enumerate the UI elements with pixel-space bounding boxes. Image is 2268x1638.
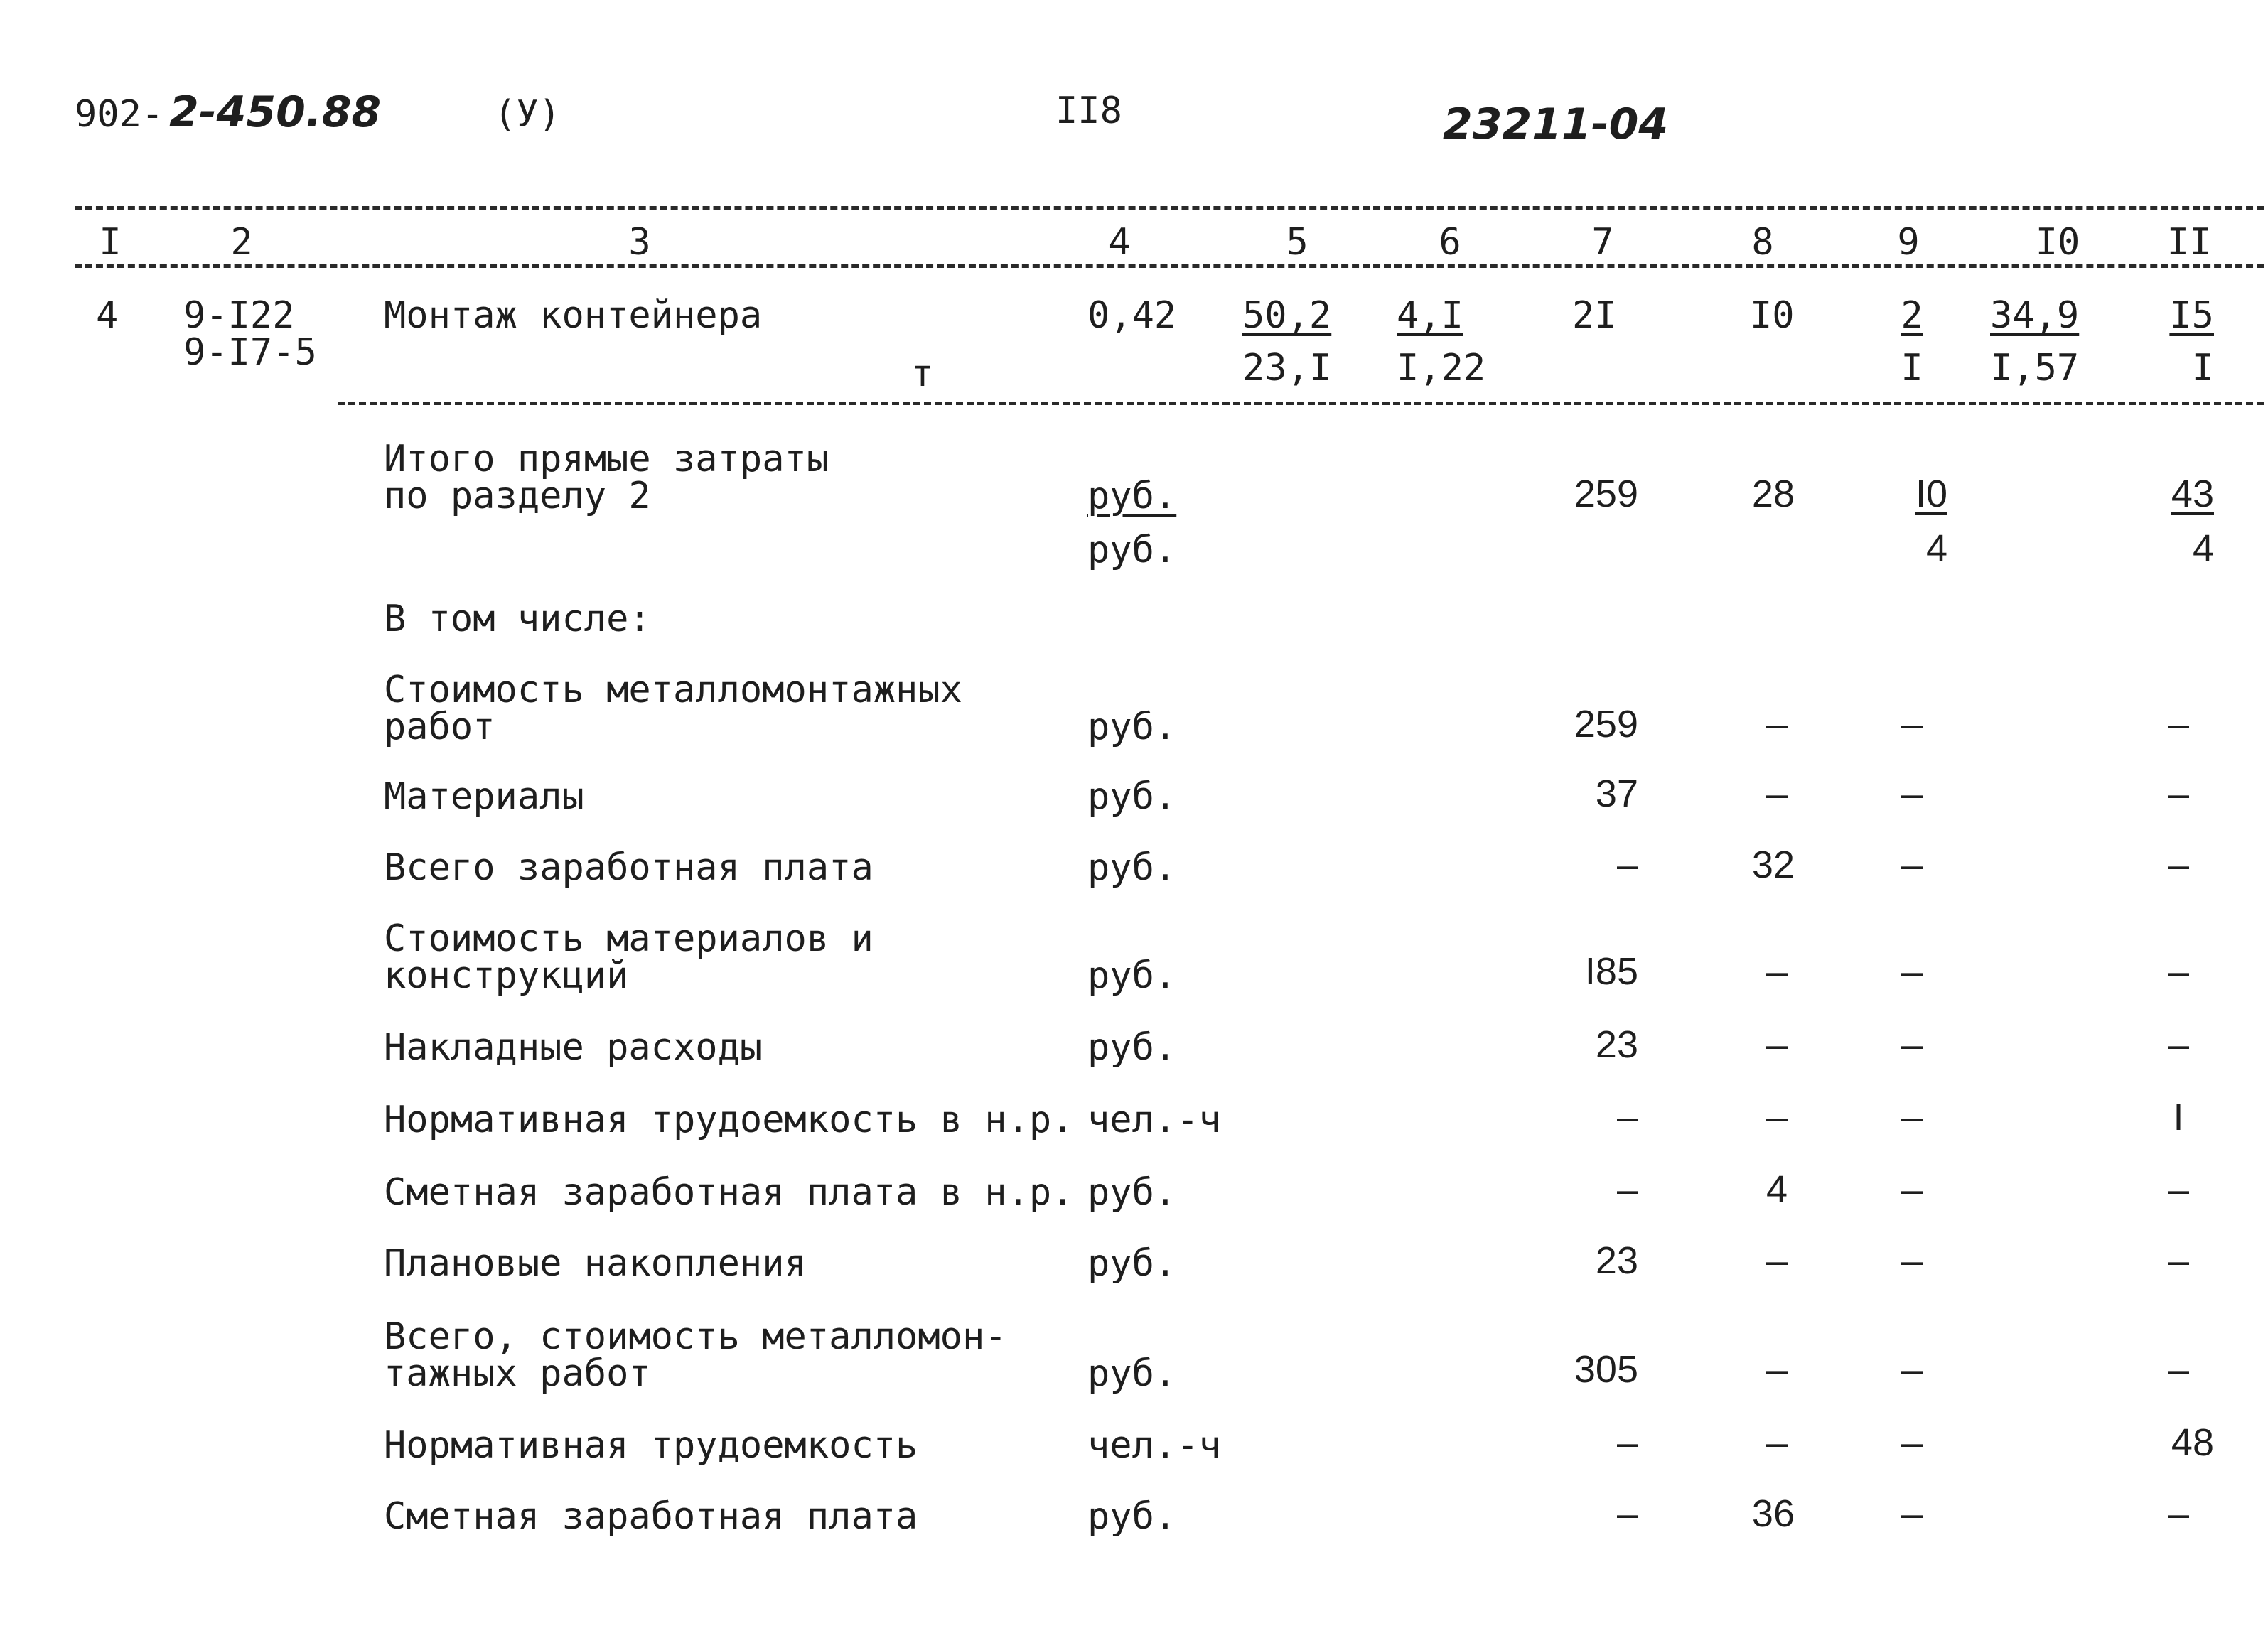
summary-c9: –	[1901, 703, 1923, 745]
summary-c7: 23	[1595, 1023, 1638, 1066]
summary-label-line1: Нормативная трудоемкость в н.р.	[384, 1099, 1074, 1141]
item-c11-top: I5	[2169, 294, 2214, 337]
summary-c9: –	[1901, 1421, 1923, 1464]
summary-unit: руб.	[1087, 1171, 1177, 1214]
summary-c7: –	[1616, 1492, 1639, 1535]
col-8: 8	[1751, 221, 1774, 264]
summary-c8: –	[1766, 1239, 1788, 1282]
summary-c8: –	[1766, 703, 1788, 745]
totals-c7: 259	[1574, 473, 1638, 515]
totals-c8: 28	[1751, 473, 1795, 515]
summary-c11: –	[2167, 844, 2190, 886]
totals-c9-top: I0	[1915, 473, 1947, 515]
summary-c7: 37	[1595, 772, 1638, 815]
summary-unit: чел.-ч	[1087, 1099, 1221, 1141]
col-4: 4	[1108, 221, 1131, 264]
col-9: 9	[1897, 221, 1920, 264]
summary-c11: –	[2167, 772, 2190, 815]
col-11: II	[2166, 221, 2212, 264]
totals-c11-bottom: 4	[2192, 527, 2214, 570]
summary-label-line1: Накладные расходы	[384, 1026, 763, 1069]
summary-c9: –	[1901, 1096, 1923, 1138]
summary-c7: –	[1616, 844, 1639, 886]
summary-c9: –	[1901, 1239, 1923, 1282]
summary-c9: –	[1901, 772, 1923, 815]
summary-c8: –	[1766, 1096, 1788, 1138]
totals-label-line2: по разделу 2	[384, 475, 651, 517]
header-top-rule	[75, 206, 2264, 210]
item-code-2: 9-I7-5	[183, 331, 317, 374]
item-c5-top: 50,2	[1242, 294, 1332, 337]
doc-mark: (У)	[494, 93, 561, 136]
col-6: 6	[1439, 221, 1461, 264]
summary-c8: 36	[1751, 1492, 1795, 1535]
summary-c9: –	[1901, 844, 1923, 886]
summary-c11: –	[2167, 703, 2190, 745]
item-c11-bottom: I	[2191, 347, 2214, 389]
summary-c7: –	[1616, 1421, 1639, 1464]
including-label: В том числе:	[384, 598, 651, 640]
summary-unit: руб.	[1087, 1026, 1177, 1069]
summary-c11: –	[2167, 1492, 2190, 1535]
page-number: II8	[1055, 90, 1122, 132]
summary-unit: чел.-ч	[1087, 1424, 1221, 1467]
item-c8: I0	[1750, 294, 1795, 337]
summary-unit: руб.	[1087, 1242, 1177, 1285]
summary-label-line1: Сметная заработная плата	[384, 1495, 918, 1538]
summary-c8: –	[1766, 950, 1788, 993]
totals-c11-top: 43	[2171, 473, 2214, 515]
col-2: 2	[230, 221, 253, 264]
col-10: I0	[2035, 221, 2080, 264]
summary-c7: 23	[1595, 1239, 1638, 1282]
item-name: Монтаж контейнера	[384, 294, 763, 337]
summary-c7: 305	[1574, 1348, 1638, 1391]
summary-c11: –	[2167, 1239, 2190, 1282]
doc-code-handwritten: 2-450.88	[169, 87, 382, 137]
summary-c7: –	[1616, 1096, 1639, 1138]
summary-unit: руб.	[1087, 706, 1177, 748]
summary-label-line1: Плановые накопления	[384, 1242, 807, 1285]
summary-c7: 259	[1574, 703, 1638, 745]
summary-unit: руб.	[1087, 846, 1177, 889]
item-code-1: 9-I22	[183, 294, 295, 337]
summary-c7: I85	[1584, 950, 1638, 993]
col-7: 7	[1591, 221, 1614, 264]
doc-code-prefix: 902-	[75, 93, 164, 136]
summary-c11: –	[2167, 950, 2190, 993]
album-code: 23211-04	[1443, 99, 1669, 149]
summary-label-line2: работ	[384, 706, 495, 748]
col-5: 5	[1286, 221, 1308, 264]
summary-unit: руб.	[1087, 1352, 1177, 1395]
summary-c11: –	[2167, 1348, 2190, 1391]
summary-c8: –	[1766, 1023, 1788, 1066]
summary-label-line2: конструкций	[384, 954, 629, 997]
col-3: 3	[628, 221, 651, 264]
summary-label-line1: Нормативная трудоемкость	[384, 1424, 918, 1467]
summary-c9: –	[1901, 1492, 1923, 1535]
item-bottom-rule	[338, 402, 2264, 405]
totals-c9-bottom: 4	[1925, 527, 1947, 570]
summary-unit: руб.	[1087, 775, 1177, 818]
col-1: I	[99, 221, 122, 264]
item-number: 4	[96, 294, 119, 337]
item-c6-top: 4,I	[1397, 294, 1463, 337]
item-c9-bottom: I	[1901, 347, 1923, 389]
summary-label-line1: Материалы	[384, 775, 584, 818]
summary-label-line1: Стоимость металломонтажных	[384, 669, 962, 711]
item-c7: 2I	[1572, 294, 1617, 337]
summary-c11: 48	[2171, 1421, 2214, 1464]
summary-label-line1: Всего, стоимость металломон-	[384, 1315, 1007, 1358]
summary-c8: –	[1766, 772, 1788, 815]
item-c5-bottom: 23,I	[1242, 347, 1332, 389]
summary-label-line2: тажных работ	[384, 1352, 651, 1395]
totals-unit-1: руб.	[1087, 475, 1177, 517]
summary-c8: 32	[1751, 844, 1795, 886]
summary-unit: руб.	[1087, 1495, 1177, 1538]
summary-c9: –	[1901, 1348, 1923, 1391]
summary-c8: 4	[1766, 1168, 1788, 1211]
summary-label-line1: Сметная заработная плата в н.р.	[384, 1171, 1074, 1214]
summary-c11: –	[2167, 1168, 2190, 1211]
summary-c8: –	[1766, 1348, 1788, 1391]
summary-c9: –	[1901, 1023, 1923, 1066]
summary-label-line1: Всего заработная плата	[384, 846, 874, 889]
summary-unit: руб.	[1087, 954, 1177, 997]
header-bottom-rule	[75, 264, 2264, 268]
item-c9-top: 2	[1901, 294, 1923, 337]
summary-c9: –	[1901, 950, 1923, 993]
item-qty: 0,42	[1087, 294, 1177, 337]
totals-unit-2: руб.	[1087, 529, 1177, 571]
summary-c11: –	[2167, 1023, 2190, 1066]
item-c6-bottom: I,22	[1397, 347, 1486, 389]
item-unit: т	[911, 352, 934, 395]
summary-c7: –	[1616, 1168, 1639, 1211]
totals-label-line1: Итого прямые затраты	[384, 438, 829, 480]
summary-c11: I	[2173, 1096, 2184, 1138]
item-c10-top: 34,9	[1990, 294, 2080, 337]
summary-label-line1: Стоимость материалов и	[384, 917, 874, 960]
summary-c8: –	[1766, 1421, 1788, 1464]
summary-c9: –	[1901, 1168, 1923, 1211]
item-c10-bottom: I,57	[1990, 347, 2080, 389]
